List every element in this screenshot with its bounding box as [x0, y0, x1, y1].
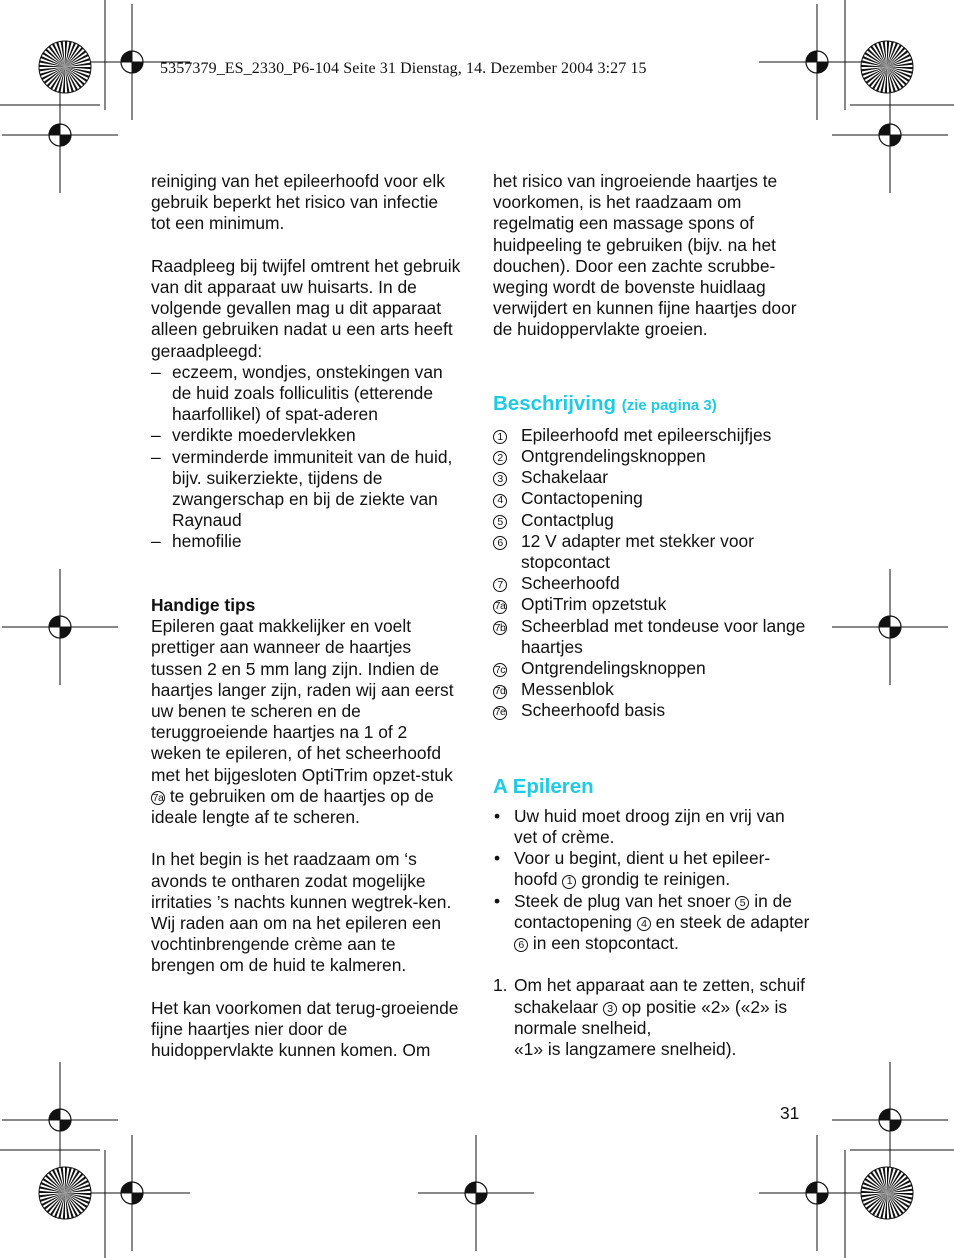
registration-crosshair-icon — [759, 4, 875, 120]
part-number: 3 — [493, 472, 507, 486]
part-number: 7a — [494, 600, 506, 613]
paragraph: Het kan voorkomen dat terug-groeiende fijne haartjes nier door de huidoppervlakte kunnen komen. Om — [151, 997, 459, 1061]
part-number: 7 — [493, 578, 507, 592]
part-number: 7e — [494, 706, 506, 719]
registration-crosshair-icon — [832, 1062, 948, 1178]
paragraph: het risico van ingroeiende haartjes te voorkomen, is het raadzaam om regelmatig een massage spons of huidpeeling te gebruiken (bijv. na het douchen). Door een zachte scrubbe-weging wordt de bovenste huidlaag verwijdert en kunnen fijne haartjes door de huidoppervlakte groeien. — [493, 171, 797, 340]
parts-list — [493, 425, 811, 722]
part-number: 7c — [494, 664, 506, 677]
paragraph: In het begin is het raadzaam om ‘s avonds te ontharen zodat mogelijke irritaties ’s nachts kunnen wegtrek-ken. Wij raden aan om na het epileren een vochtinbrengende crème aan te brengen om de huid te kalmeren. — [151, 849, 452, 976]
page-number: 31 — [780, 1103, 800, 1123]
list-item: 3 Schakelaar — [493, 467, 811, 488]
part-number: 1 — [493, 430, 507, 444]
list-item: 5 Contactplug — [493, 510, 811, 531]
list-item: • Voor u begint, dient u het epileer-hoofd 1 grondig te reinigen. — [493, 848, 811, 890]
ref-number: 1 — [562, 875, 576, 889]
list-item: – verdikte moedervlekken — [151, 425, 461, 446]
list-item: – eczeem, wondjes, onstekingen van de huid zoals folliculitis (etterende haarfollikel) of spat-aderen — [151, 362, 461, 426]
registration-starburst-icon — [39, 1167, 91, 1219]
ref-number: 6 — [514, 938, 528, 952]
part-number: 6 — [493, 536, 507, 550]
part-number: 5 — [493, 515, 507, 529]
registration-starburst-icon — [861, 41, 913, 93]
part-number: 7d — [494, 685, 506, 698]
registration-crosshair-icon — [418, 1135, 534, 1251]
tips-heading: Handige tips — [151, 595, 256, 616]
ref-number: 5 — [735, 896, 749, 910]
list-item: 4 Contactopening — [493, 488, 811, 509]
paragraph: Raadpleeg bij twijfel omtrent het gebruik van dit apparaat uw huisarts. In de volgende gevallen mag u dit apparaat alleen gebruiken nadat u een arts heeft geraadpleegd: — [151, 255, 461, 361]
paragraph: reiniging van het epileerhoofd voor elk gebruik beperkt het risico van infectie tot een minimum. — [151, 171, 445, 234]
list-item: – hemofilie — [151, 531, 461, 552]
section-heading: Beschrijving (zie pagina 3) — [493, 391, 717, 415]
left-column — [151, 171, 461, 1061]
list-item: 1. Om het apparaat aan te zetten, schuif schakelaar 3 op positie «2» («2» is normale snelheid, «1» is langzamere snelheid). — [493, 975, 805, 1060]
list-item: 7d Messenblok — [494, 679, 614, 700]
registration-starburst-icon — [39, 41, 91, 93]
list-item: • Steek de plug van het snoer 5 in de contactopening 4 en steek de adapter 6 in een stopcontact. — [493, 891, 811, 955]
registration-crosshair-icon — [832, 569, 948, 685]
registration-crosshair-icon — [2, 77, 118, 193]
list-item: – verminderde immuniteit van de huid, bijv. suikerziekte, tijdens de zwangerschap en bij de ziekte van Raynaud — [151, 447, 461, 532]
part-number: 4 — [493, 494, 507, 508]
section-heading: A Epileren — [493, 774, 594, 798]
list-item: 2 Ontgrendelingsknoppen — [493, 446, 811, 467]
list-item: 7e Scheerhoofd basis — [494, 700, 666, 721]
part-number: 2 — [493, 451, 507, 465]
list-item: 1 Epileerhoofd met epileerschijfjes — [493, 425, 811, 446]
ref-number: 4 — [637, 917, 651, 931]
bullet-list — [493, 806, 811, 954]
registration-crosshair-icon — [2, 569, 118, 685]
part-number: 7b — [494, 621, 506, 634]
list-item: 7b Scheerblad met tondeuse voor lange haartjes — [494, 615, 806, 657]
right-column — [493, 171, 811, 1060]
list-item: 7 Scheerhoofd — [493, 573, 811, 594]
paragraph: Epileren gaat makkelijker en voelt prettiger aan wanneer de haartjes tussen 2 en 5 mm lang zijn. Indien de haartjes langer zijn, raden wij aan eerst uw benen te scheren en de teruggroeiende haartjes na 1 of 2 weken te epileren, of het scheerhoofd met het bijgesloten OptiTrim opzet-stuk 7a te gebruiken om de haartjes op de ideale lengte af te scheren. — [151, 616, 454, 828]
registration-starburst-icon — [861, 1167, 913, 1219]
ref-number: 7a — [152, 791, 164, 804]
registration-crosshair-icon — [832, 77, 948, 193]
ref-number: 3 — [603, 1002, 617, 1016]
steps-list — [493, 975, 811, 1060]
print-slug-line: 5357379_ES_2330_P6-104 Seite 31 Dienstag, 14. Dezember 2004 3:27 15 — [160, 60, 647, 77]
list-item: 7a OptiTrim opzetstuk — [494, 594, 667, 615]
list-item: • Uw huid moet droog zijn en vrij van vet of crème. — [493, 806, 811, 848]
list-item: 7c Ontgrendelingsknoppen — [494, 658, 706, 679]
list-item: 6 12 V adapter met stekker voor stopcontact — [493, 531, 811, 573]
conditions-list — [151, 362, 461, 553]
registration-crosshair-icon — [759, 1135, 875, 1251]
registration-crosshair-icon — [2, 1062, 118, 1178]
